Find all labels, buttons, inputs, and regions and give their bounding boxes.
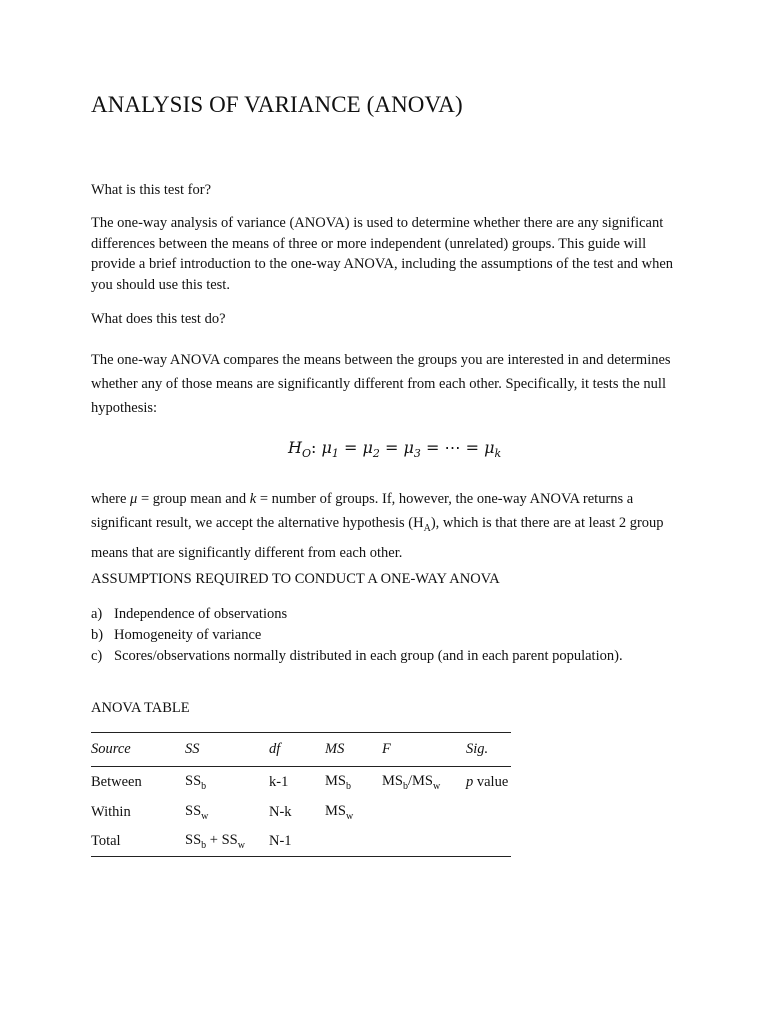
assumptions-heading: ASSUMPTIONS REQUIRED TO CONDUCT A ONE-WAY ANOVA: [91, 571, 500, 587]
ms-sub: w: [345, 810, 354, 822]
p3-part-3: = number of groups. If, however, the one-way ANOVA returns a significant result, we accept the alternative hypothesis (H: [91, 491, 634, 531]
ss-base: SS: [185, 773, 202, 790]
cell-ss: [185, 767, 269, 799]
assumption-marker: a): [91, 606, 103, 622]
cell-source: Within: [91, 804, 131, 820]
anova-table-title: ANOVA TABLE: [91, 700, 190, 716]
question-test-function: What does this test do?: [91, 311, 226, 327]
eq-equals-2: =: [384, 438, 399, 457]
assumption-item: [91, 604, 623, 625]
header-df: df: [269, 741, 281, 757]
eq-equals-4: =: [465, 438, 479, 457]
eq-sub-3: 3: [413, 447, 421, 461]
cell-f: [382, 767, 466, 799]
eq-mu-3: μ: [403, 438, 414, 457]
cell-ms: [325, 798, 382, 827]
eq-sub-k: k: [494, 447, 502, 461]
ss-b-sub: w: [237, 839, 245, 851]
f-den: MS: [412, 773, 433, 790]
eq-h: H: [288, 438, 302, 457]
ms-sub: b: [345, 780, 351, 792]
cell-ms: [325, 767, 382, 799]
cell-sig: [466, 798, 511, 827]
p3-part-2: = group mean and: [137, 491, 250, 507]
eq-sub-1: 1: [331, 447, 339, 461]
null-hypothesis-equation: [288, 438, 501, 460]
cell-ss: [185, 827, 269, 857]
eq-sub-2: 2: [372, 447, 380, 461]
p3-part-1: where: [91, 491, 131, 507]
table-row-within: [91, 798, 511, 827]
assumption-item: [91, 646, 623, 667]
assumptions-list: [91, 604, 623, 667]
cell-sig: [466, 767, 511, 799]
ss-a: SS: [185, 832, 202, 849]
cell-ss: [185, 798, 269, 827]
eq-equals-3: =: [425, 438, 440, 457]
eq-mu-1: μ: [321, 438, 332, 457]
paragraph-introduction: The one-way analysis of variance (ANOVA) is used to determine whether there are any significant differences between the means of three or more independent (unrelated) groups. This guide will provide a brief introduction to the one-way ANOVA, including the assumptions of the test and when you should use this test.: [91, 215, 674, 293]
f-num-sub: b: [402, 780, 408, 792]
p3-k: k: [249, 491, 257, 507]
eq-mu-k: μ: [484, 438, 495, 457]
ss-plus: +: [206, 832, 222, 849]
table-header-row: [91, 733, 511, 767]
assumption-text: Homogeneity of variance: [114, 627, 262, 643]
paragraph-null-hypothesis-intro: The one-way ANOVA compares the means between the groups you are interested in and determines whether any of those means are significantly different from each other. Specifically, it tests the null hypothesis:: [91, 352, 671, 416]
header-ms: MS: [325, 741, 345, 757]
f-num: MS: [382, 773, 403, 790]
table-row-total: [91, 827, 511, 857]
p3-part-4: ), which is that there are at least 2 group means that are significantly different from each other.: [91, 515, 664, 561]
cell-df: k-1: [269, 774, 289, 790]
header-ss: SS: [185, 741, 200, 757]
assumption-item: [91, 625, 623, 646]
cell-ms: [325, 827, 382, 857]
header-sig: Sig.: [466, 741, 489, 757]
cell-df: N-1: [269, 833, 292, 849]
cell-df: N-k: [269, 804, 292, 820]
cell-f: [382, 798, 466, 827]
document-title: ANALYSIS OF VARIANCE (ANOVA): [91, 92, 463, 117]
ms-base: MS: [325, 773, 346, 790]
eq-h-sub: O: [301, 447, 311, 461]
header-source: Source: [91, 741, 131, 757]
cell-source: Total: [91, 833, 121, 849]
sig-rest: value: [473, 774, 509, 790]
f-den-sub: w: [432, 780, 441, 792]
table-row-between: [91, 767, 511, 799]
eq-mu-2: μ: [362, 438, 373, 457]
assumption-text: Scores/observations normally distributed in each group (and in each parent population).: [114, 648, 623, 664]
sig-p: p: [466, 774, 474, 790]
assumption-marker: c): [91, 648, 103, 664]
ss-sub: b: [201, 780, 207, 792]
ss-a-sub: b: [201, 839, 207, 851]
eq-colon: :: [310, 438, 317, 457]
ss-sub: w: [201, 810, 209, 822]
ss-base: SS: [185, 803, 202, 820]
p3-h-sub: A: [423, 522, 431, 534]
eq-equals-1: =: [343, 438, 358, 457]
question-test-purpose: What is this test for?: [91, 182, 212, 198]
cell-source: Between: [91, 774, 142, 790]
ms-base: MS: [325, 803, 346, 820]
ss-b: SS: [221, 832, 238, 849]
assumption-text: Independence of observations: [114, 606, 288, 622]
cell-sig: [466, 827, 511, 857]
eq-ellipsis: ⋯: [444, 438, 461, 457]
header-f: F: [382, 741, 391, 757]
anova-table: [91, 732, 511, 857]
p3-mu: μ: [130, 491, 138, 507]
assumption-marker: b): [91, 627, 104, 643]
cell-f: [382, 827, 466, 857]
paragraph-alternative-hypothesis: [91, 487, 681, 565]
f-slash: /: [407, 773, 412, 790]
